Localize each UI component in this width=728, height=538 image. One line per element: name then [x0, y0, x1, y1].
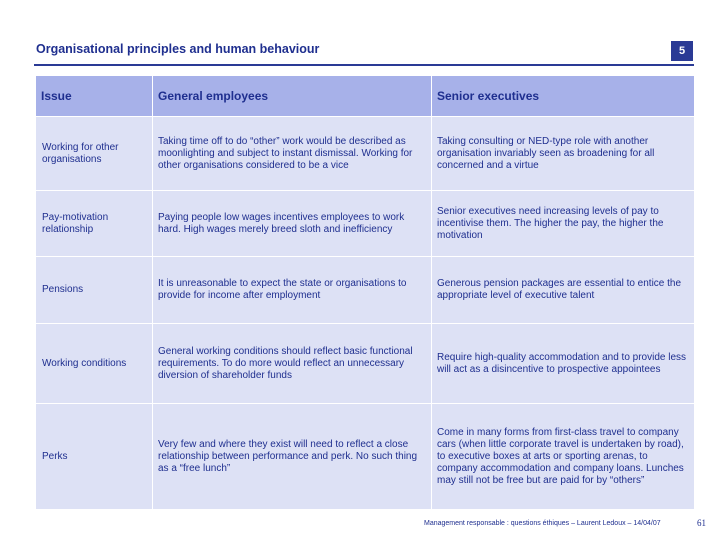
issue-cell: Perks: [36, 404, 153, 510]
comparison-table: [35, 75, 695, 510]
title-divider: [34, 64, 694, 66]
issue-cell: Working for other organisations: [36, 117, 153, 191]
column-header-general-employees: General employees: [153, 76, 432, 117]
issue-cell: Pay-motivation relationship: [36, 191, 153, 257]
issue-cell: Working conditions: [36, 324, 153, 404]
table-row: [36, 404, 695, 510]
table-header-row: [36, 76, 695, 117]
senior-executives-cell: Come in many forms from first-class travel to company cars (when little corporate travel is undertaken by road), to executive boxes at arts or sporting arenas, to company accommodation and company loans. Lunches may still not be free but are paid for by “others”: [432, 404, 695, 510]
table-row: [36, 324, 695, 404]
page-number: 61: [697, 518, 706, 528]
general-employees-cell: Paying people low wages incentives employees to work hard. High wages merely breed sloth and inefficiency: [153, 191, 432, 257]
table-row: [36, 117, 695, 191]
table-row: [36, 191, 695, 257]
senior-executives-cell: Senior executives need increasing levels of pay to incentivise them. The higher the pay, the higher the motivation: [432, 191, 695, 257]
senior-executives-cell: Generous pension packages are essential to entice the appropriate level of executive talent: [432, 257, 695, 324]
general-employees-cell: General working conditions should reflect basic functional requirements. To do more would reflect an unnecessary diversion of shareholder funds: [153, 324, 432, 404]
table-row: [36, 257, 695, 324]
column-header-senior-executives: Senior executives: [432, 76, 695, 117]
senior-executives-cell: Taking consulting or NED-type role with another organisation invariably seen as broadening for all concerned and a virtue: [432, 117, 695, 191]
senior-executives-cell: Require high-quality accommodation and to provide less will act as a disincentive to prospective appointees: [432, 324, 695, 404]
general-employees-cell: Very few and where they exist will need to reflect a close relationship between performance and perk. No such thing as a “free lunch”: [153, 404, 432, 510]
general-employees-cell: It is unreasonable to expect the state or organisations to provide for income after employment: [153, 257, 432, 324]
section-number-badge: 5: [671, 41, 693, 61]
issue-cell: Pensions: [36, 257, 153, 324]
footer-caption: Management responsable : questions éthiques – Laurent Ledoux – 14/04/07: [424, 520, 661, 527]
column-header-issue: Issue: [36, 76, 153, 117]
page-title: Organisational principles and human behaviour: [36, 42, 320, 56]
general-employees-cell: Taking time off to do “other” work would be described as moonlighting and subject to instant dismissal. Working for other organisations considered to be a vice: [153, 117, 432, 191]
